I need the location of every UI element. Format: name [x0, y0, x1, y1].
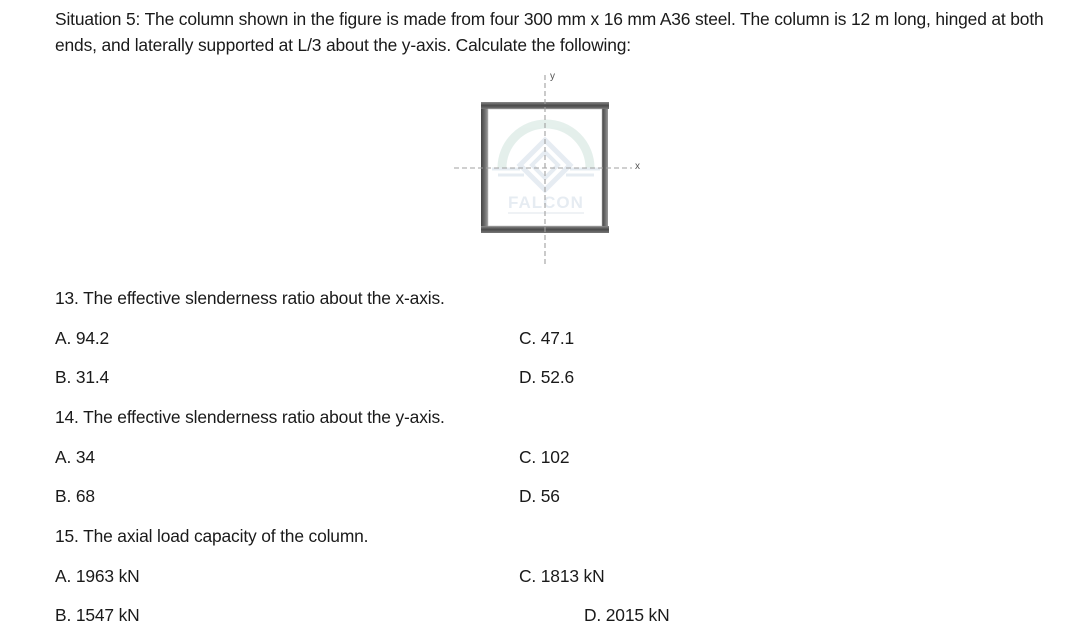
question-14-option-c[interactable]: C. 102 [519, 447, 570, 467]
question-15-option-d[interactable]: D. 2015 kN [584, 605, 670, 625]
question-13-text: 13. The effective slenderness ratio about the x-axis. [55, 288, 445, 308]
situation-statement: Situation 5: The column shown in the figure is made from four 300 mm x 16 mm A36 steel. The column is 12 m long, hinged at both ends, and laterally supported at L/3 about the y-axis. Calculate the following: [55, 9, 1044, 55]
question-14-option-a[interactable]: A. 34 [55, 447, 95, 467]
x-axis-label: x [635, 161, 640, 172]
y-axis-label: y [550, 71, 555, 82]
question-14-text: 14. The effective slenderness ratio about the y-axis. [55, 407, 445, 427]
question-15-option-a[interactable]: A. 1963 kN [55, 566, 140, 586]
svg-text:FALCON: FALCON [508, 193, 584, 212]
question-14-option-b[interactable]: B. 68 [55, 486, 95, 506]
column-cross-section-figure [440, 65, 660, 270]
question-13-option-a[interactable]: A. 94.2 [55, 328, 110, 348]
question-15-option-c[interactable]: C. 1813 kN [519, 566, 605, 586]
question-13-option-b[interactable]: B. 31.4 [55, 367, 110, 387]
question-15-option-b[interactable]: B. 1547 kN [55, 605, 140, 625]
question-13-option-d[interactable]: D. 52.6 [519, 367, 575, 387]
question-15-text: 15. The axial load capacity of the column. [55, 526, 369, 546]
question-13-option-c[interactable]: C. 47.1 [519, 328, 575, 348]
question-14-option-d[interactable]: D. 56 [519, 486, 560, 506]
falcon-watermark-icon [492, 124, 600, 214]
